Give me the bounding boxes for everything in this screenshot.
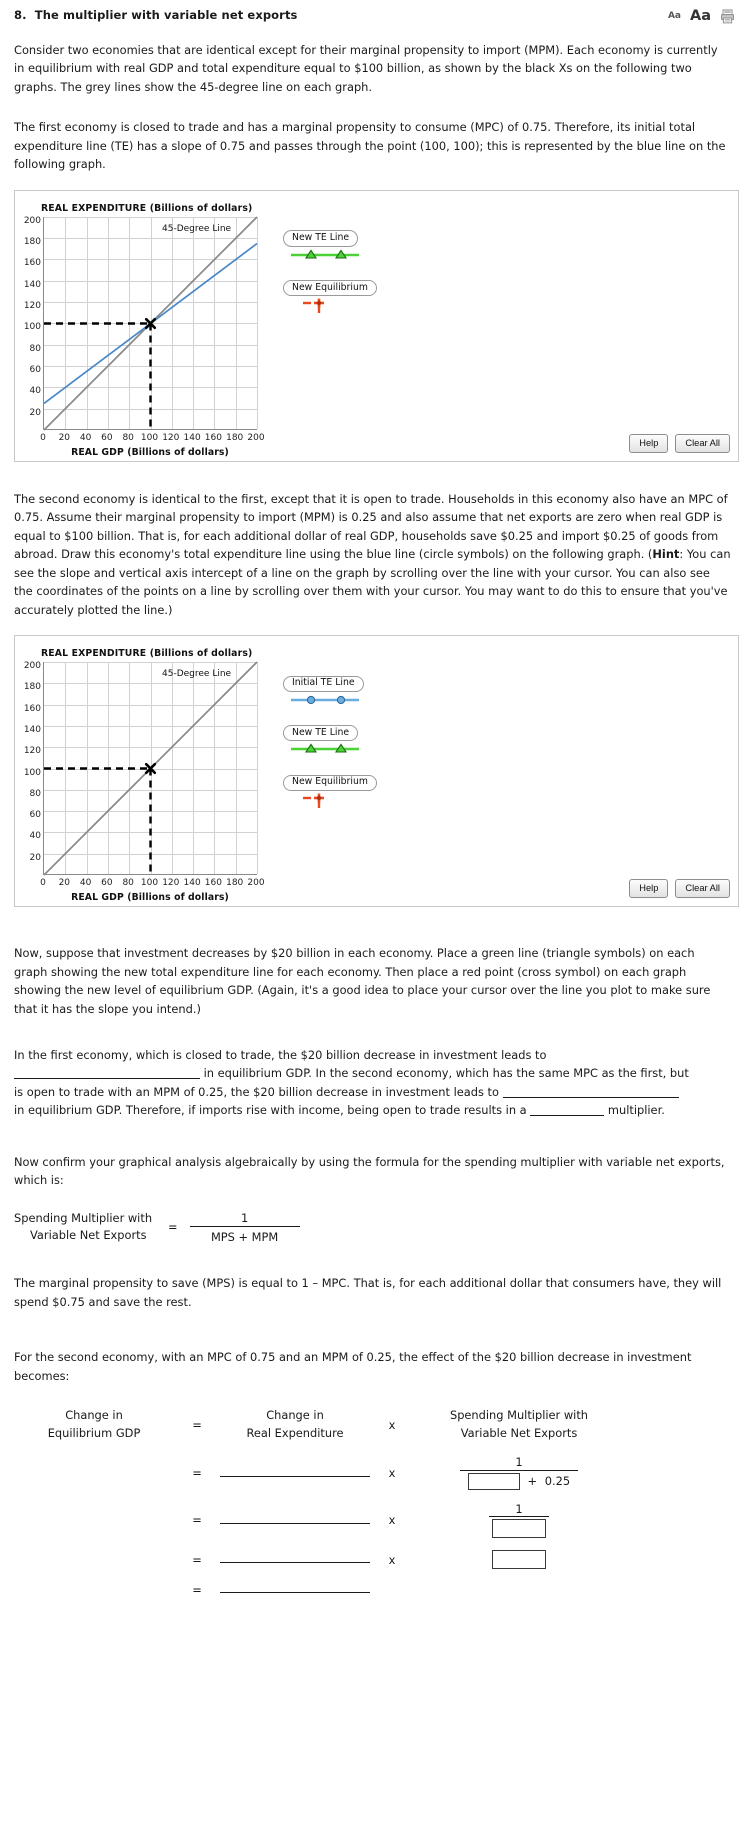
graph2-legend (283, 670, 423, 825)
calc-mpm-value: 0.25 (544, 1473, 571, 1488)
graph2-xtick-0: 0 (40, 878, 46, 889)
graph1-ytick-60: 60 (29, 364, 41, 375)
blank-multiplier-size[interactable] (530, 1105, 604, 1117)
blue-circle-line-icon (283, 693, 423, 709)
calc-equals-3: = (192, 1513, 202, 1528)
calc-intro-paragraph: For the second economy, with an MPC of 0.75 and an MPM of 0.25, the effect of the $20 billion decrease in investment becomes: (14, 1350, 692, 1383)
second-economy-paragraph (0, 490, 753, 619)
graph1-xtick-160: 160 (204, 432, 222, 443)
calc-equals-5: = (192, 1582, 202, 1597)
calc-col1-header (14, 1407, 174, 1442)
graph2-ytick-80: 80 (29, 788, 41, 799)
calc-fraction-3 (489, 1503, 549, 1539)
question-header (0, 0, 753, 30)
graph1-series-svg (44, 217, 258, 430)
page-title (14, 8, 298, 22)
formula-denominator: MPS + MPM (210, 1229, 279, 1244)
calc-col3-header (414, 1407, 624, 1442)
graph2-ytick-40: 40 (29, 831, 41, 842)
graph1-ytick-80: 80 (29, 343, 41, 354)
graph2-ytick-180: 180 (23, 682, 41, 693)
graph2-legend-item-initial-te-line[interactable] (283, 670, 423, 709)
calc-times-3: x (388, 1513, 396, 1528)
calc-times-2: x (388, 1466, 396, 1481)
graph1-button-row (629, 434, 730, 453)
graph2-ytick-100: 100 (23, 767, 41, 778)
spending-multiplier-formula (0, 1210, 753, 1245)
calc-equals-1: = (192, 1417, 202, 1432)
calc-row-3 (14, 1503, 739, 1539)
graph2-legend-label-initial-te-line: Initial TE Line (283, 676, 364, 692)
graph1-ytick-140: 140 (23, 279, 41, 290)
graph2-ytick-120: 120 (23, 746, 41, 757)
mps-input-box[interactable] (468, 1473, 520, 1490)
hint-label: Hint (652, 547, 680, 562)
blank-first-economy[interactable] (14, 1068, 200, 1080)
second-economy-text-a: The second economy is identical to the first, except that it is open to trade. Households in this economy also have an MPC of 0.75. Assume their marginal propensity to import (MPM) is 0.25 and also assume that net exports are zero when real GDP is equal to $100 billion. That is, for each additional dollar of real GDP, households save $0.25 and import $0.25 of goods from abroad. Draw this economy's total expenditure line using the blue line (circle symbols) on the following graph. ( (14, 491, 728, 562)
graph1-45degree-label: 45-Degree Line (162, 223, 232, 234)
graph2-xtick-100: 100 (140, 878, 159, 889)
graph2-xtick-180: 180 (226, 878, 244, 889)
fill-text-a: In the first economy, which is closed to trade, the $20 billion decrease in investment leads to (14, 1047, 547, 1062)
increase-font-button[interactable]: Aa (689, 8, 711, 24)
calc-col1-line2: Equilibrium GDP (47, 1425, 141, 1440)
second-economy-text-b: : You can see the slope and vertical axis intercept of a line on the graph by scrolling over the line with your cursor. You can also see the coordinates of the points on a line by scrolling over them with your cursor. You may want to do this to ensure that you've accurately plotted the line.) (14, 547, 731, 617)
task-paragraph: Now, suppose that investment decreases by $20 billion in each economy. Place a green line (triangle symbols) on each graph showing the new total expenditure line for each economy. Then place a red point (cross symbol) on each graph showing the new level of equilibrium GDP. (Again, it's a good idea to place your cursor over the line you plot to make sure that it has the slope you intend.) (14, 946, 711, 1016)
graph1-xtick-20: 20 (58, 432, 71, 443)
calc-blank-result-5[interactable] (220, 1591, 370, 1593)
calc-row-2 (14, 1456, 739, 1490)
graph1-plot-area[interactable] (43, 217, 257, 430)
graph2-ytick-20: 20 (29, 852, 41, 863)
graph1-xtick-60: 60 (101, 432, 113, 443)
formula-equals-sign: = (168, 1220, 178, 1235)
graph1-xtick-140: 140 (183, 432, 201, 443)
formula-numerator: 1 (240, 1210, 249, 1225)
formula-fraction (190, 1211, 300, 1244)
fill-text-b: in equilibrium GDP. In the second economy, which has the same MPC as the first, but (203, 1066, 689, 1081)
graph1-xtick-120: 120 (162, 432, 180, 443)
formula-label (14, 1210, 152, 1245)
calc-row-headers (14, 1407, 739, 1442)
graph2-legend-label-new-equilibrium: New Equilibrium (283, 775, 377, 791)
graph1-ytick-40: 40 (29, 386, 41, 397)
graph2-xtick-80: 80 (122, 878, 134, 889)
calc-col3-line1: Spending Multiplier with (449, 1408, 589, 1422)
question-number: 8. (14, 8, 27, 22)
calc-blank-real-expenditure-4[interactable] (220, 1561, 370, 1563)
multiplier-input-box[interactable] (492, 1550, 546, 1569)
graph-widget-2[interactable] (14, 635, 739, 907)
graph1-xtick-40: 40 (79, 432, 92, 443)
graph2-legend-item-new-te-line[interactable] (283, 720, 423, 759)
graph2-xtick-20: 20 (58, 878, 71, 889)
formula-fraction-bar (190, 1226, 300, 1227)
graph2-help-button[interactable]: Help (629, 879, 668, 898)
graph1-legend (283, 225, 423, 330)
formula-label-line1: Spending Multiplier with (14, 1210, 153, 1225)
intro-paragraph-1: Consider two economies that are identical except for their marginal propensity to import (MPM). Each economy is currently in equilibrium with real GDP and total expenditure equal to $100 billion, as shown by the black Xs on the following two graphs. The grey lines show the 45-degree line on each graph. (14, 43, 718, 94)
calc-row-5 (14, 1581, 739, 1599)
calc-blank-real-expenditure-3[interactable] (220, 1522, 370, 1524)
fill-text-e: multiplier. (607, 1103, 665, 1118)
graph2-clear-all-button[interactable]: Clear All (675, 879, 730, 898)
calc-numerator-3: 1 (515, 1501, 523, 1516)
graph1-legend-label-new-te-line: New TE Line (283, 230, 358, 246)
graph1-xtick-100: 100 (140, 432, 159, 443)
graph1-ytick-160: 160 (23, 258, 41, 269)
graph1-ytick-100: 100 (23, 322, 41, 333)
graph1-help-button[interactable]: Help (629, 434, 668, 453)
graph1-xtick-180: 180 (226, 432, 244, 443)
blank-second-economy[interactable] (503, 1086, 679, 1098)
graph2-ytick-200: 200 (23, 661, 41, 672)
calculation-table (0, 1407, 753, 1599)
calc-row-4 (14, 1550, 739, 1569)
graph2-45degree-label: 45-Degree Line (162, 669, 232, 680)
graph1-legend-label-new-equilibrium: New Equilibrium (283, 280, 377, 296)
decrease-font-button[interactable]: Aa (667, 11, 681, 21)
graph1-clear-all-button[interactable]: Clear All (675, 434, 730, 453)
calc-numerator-2: 1 (515, 1455, 523, 1470)
graph1-x-axis-title: REAL GDP (Billions of dollars) (71, 446, 229, 458)
graph2-ytick-160: 160 (23, 703, 41, 714)
formula-label-line2: Variable Net Exports (30, 1228, 147, 1243)
graph2-ytick-140: 140 (23, 724, 41, 735)
graph2-plot-area[interactable] (43, 662, 257, 875)
graph-widget-1[interactable] (14, 190, 739, 462)
graph1-y-axis-title: REAL EXPENDITURE (Billions of dollars) (41, 202, 253, 214)
green-triangle-line-icon (283, 742, 423, 758)
formula-intro-paragraph: Now confirm your graphical analysis algebraically by using the formula for the spending multiplier with variable net exports, which is: (14, 1154, 725, 1188)
graph1-legend-item-new-te-line[interactable] (283, 225, 423, 264)
graph2-xtick-60: 60 (101, 878, 113, 889)
red-cross-point-icon (283, 297, 423, 321)
calc-equals-4: = (192, 1552, 202, 1567)
printer-icon[interactable] (720, 9, 735, 24)
calc-blank-real-expenditure-2[interactable] (220, 1475, 370, 1477)
graph2-xtick-140: 140 (183, 878, 201, 889)
graph2-ytick-60: 60 (29, 810, 41, 821)
red-cross-point-icon (283, 792, 423, 816)
fill-in-paragraph (0, 1046, 753, 1120)
fill-text-c: is open to trade with an MPM of 0.25, the $20 billion decrease in investment leads to (14, 1084, 499, 1099)
graph2-x-axis-title: REAL GDP (Billions of dollars) (71, 892, 229, 904)
calc-col3-line2: Variable Net Exports (460, 1425, 578, 1440)
graph1-ytick-200: 200 (23, 215, 41, 226)
denominator-input-box[interactable] (492, 1519, 546, 1538)
graph1-xtick-80: 80 (122, 432, 134, 443)
calc-times-1: x (388, 1417, 396, 1432)
graph2-button-row (629, 879, 730, 898)
calc-fraction-2 (460, 1456, 578, 1490)
calc-col1-line1: Change in (65, 1408, 123, 1422)
graph1-ytick-180: 180 (23, 237, 41, 248)
calc-denominator-2 (460, 1473, 578, 1491)
intro-paragraph-2: The first economy is closed to trade and has a marginal propensity to consume (MPC) of 0.75. Therefore, its initial total expenditure line (TE) has a slope of 0.75 and passes through the point (100, 100); this is represented by the blue line on the following graph. (14, 120, 726, 172)
green-triangle-line-icon (283, 248, 423, 264)
graph2-xtick-40: 40 (79, 878, 92, 889)
graph2-legend-item-new-equilibrium[interactable] (283, 769, 423, 816)
calc-equals-2: = (192, 1466, 202, 1481)
graph2-y-axis-title: REAL EXPENDITURE (Billions of dollars) (41, 648, 253, 660)
graph2-xtick-200: 200 (247, 878, 265, 889)
graph1-ytick-120: 120 (23, 301, 41, 311)
question-title-text: The multiplier with variable net exports (34, 8, 298, 22)
text-size-tools (668, 8, 739, 24)
mps-note-paragraph: The marginal propensity to save (MPS) is equal to 1 – MPC. That is, for each additional dollar that consumers have, they will spend $0.75 and save the rest. (14, 1276, 722, 1309)
calc-col2-line2: Real Expenditure (246, 1425, 344, 1440)
graph1-ytick-20: 20 (29, 407, 41, 418)
graph2-series-svg (44, 662, 258, 875)
calc-times-4: x (388, 1552, 396, 1567)
graph1-xtick-200: 200 (247, 432, 265, 443)
calc-col2-line1: Change in (266, 1408, 324, 1422)
fill-text-d: in equilibrium GDP. Therefore, if imports rise with income, being open to trade results in a (14, 1103, 527, 1118)
graph1-xtick-0: 0 (40, 432, 46, 443)
graph2-xtick-120: 120 (162, 878, 180, 889)
graph1-legend-item-new-equilibrium[interactable] (283, 275, 423, 322)
graph2-xtick-160: 160 (204, 878, 222, 889)
calc-plus-2: + (527, 1473, 538, 1488)
graph2-legend-label-new-te-line: New TE Line (283, 725, 358, 741)
calc-col2-header (220, 1407, 370, 1442)
